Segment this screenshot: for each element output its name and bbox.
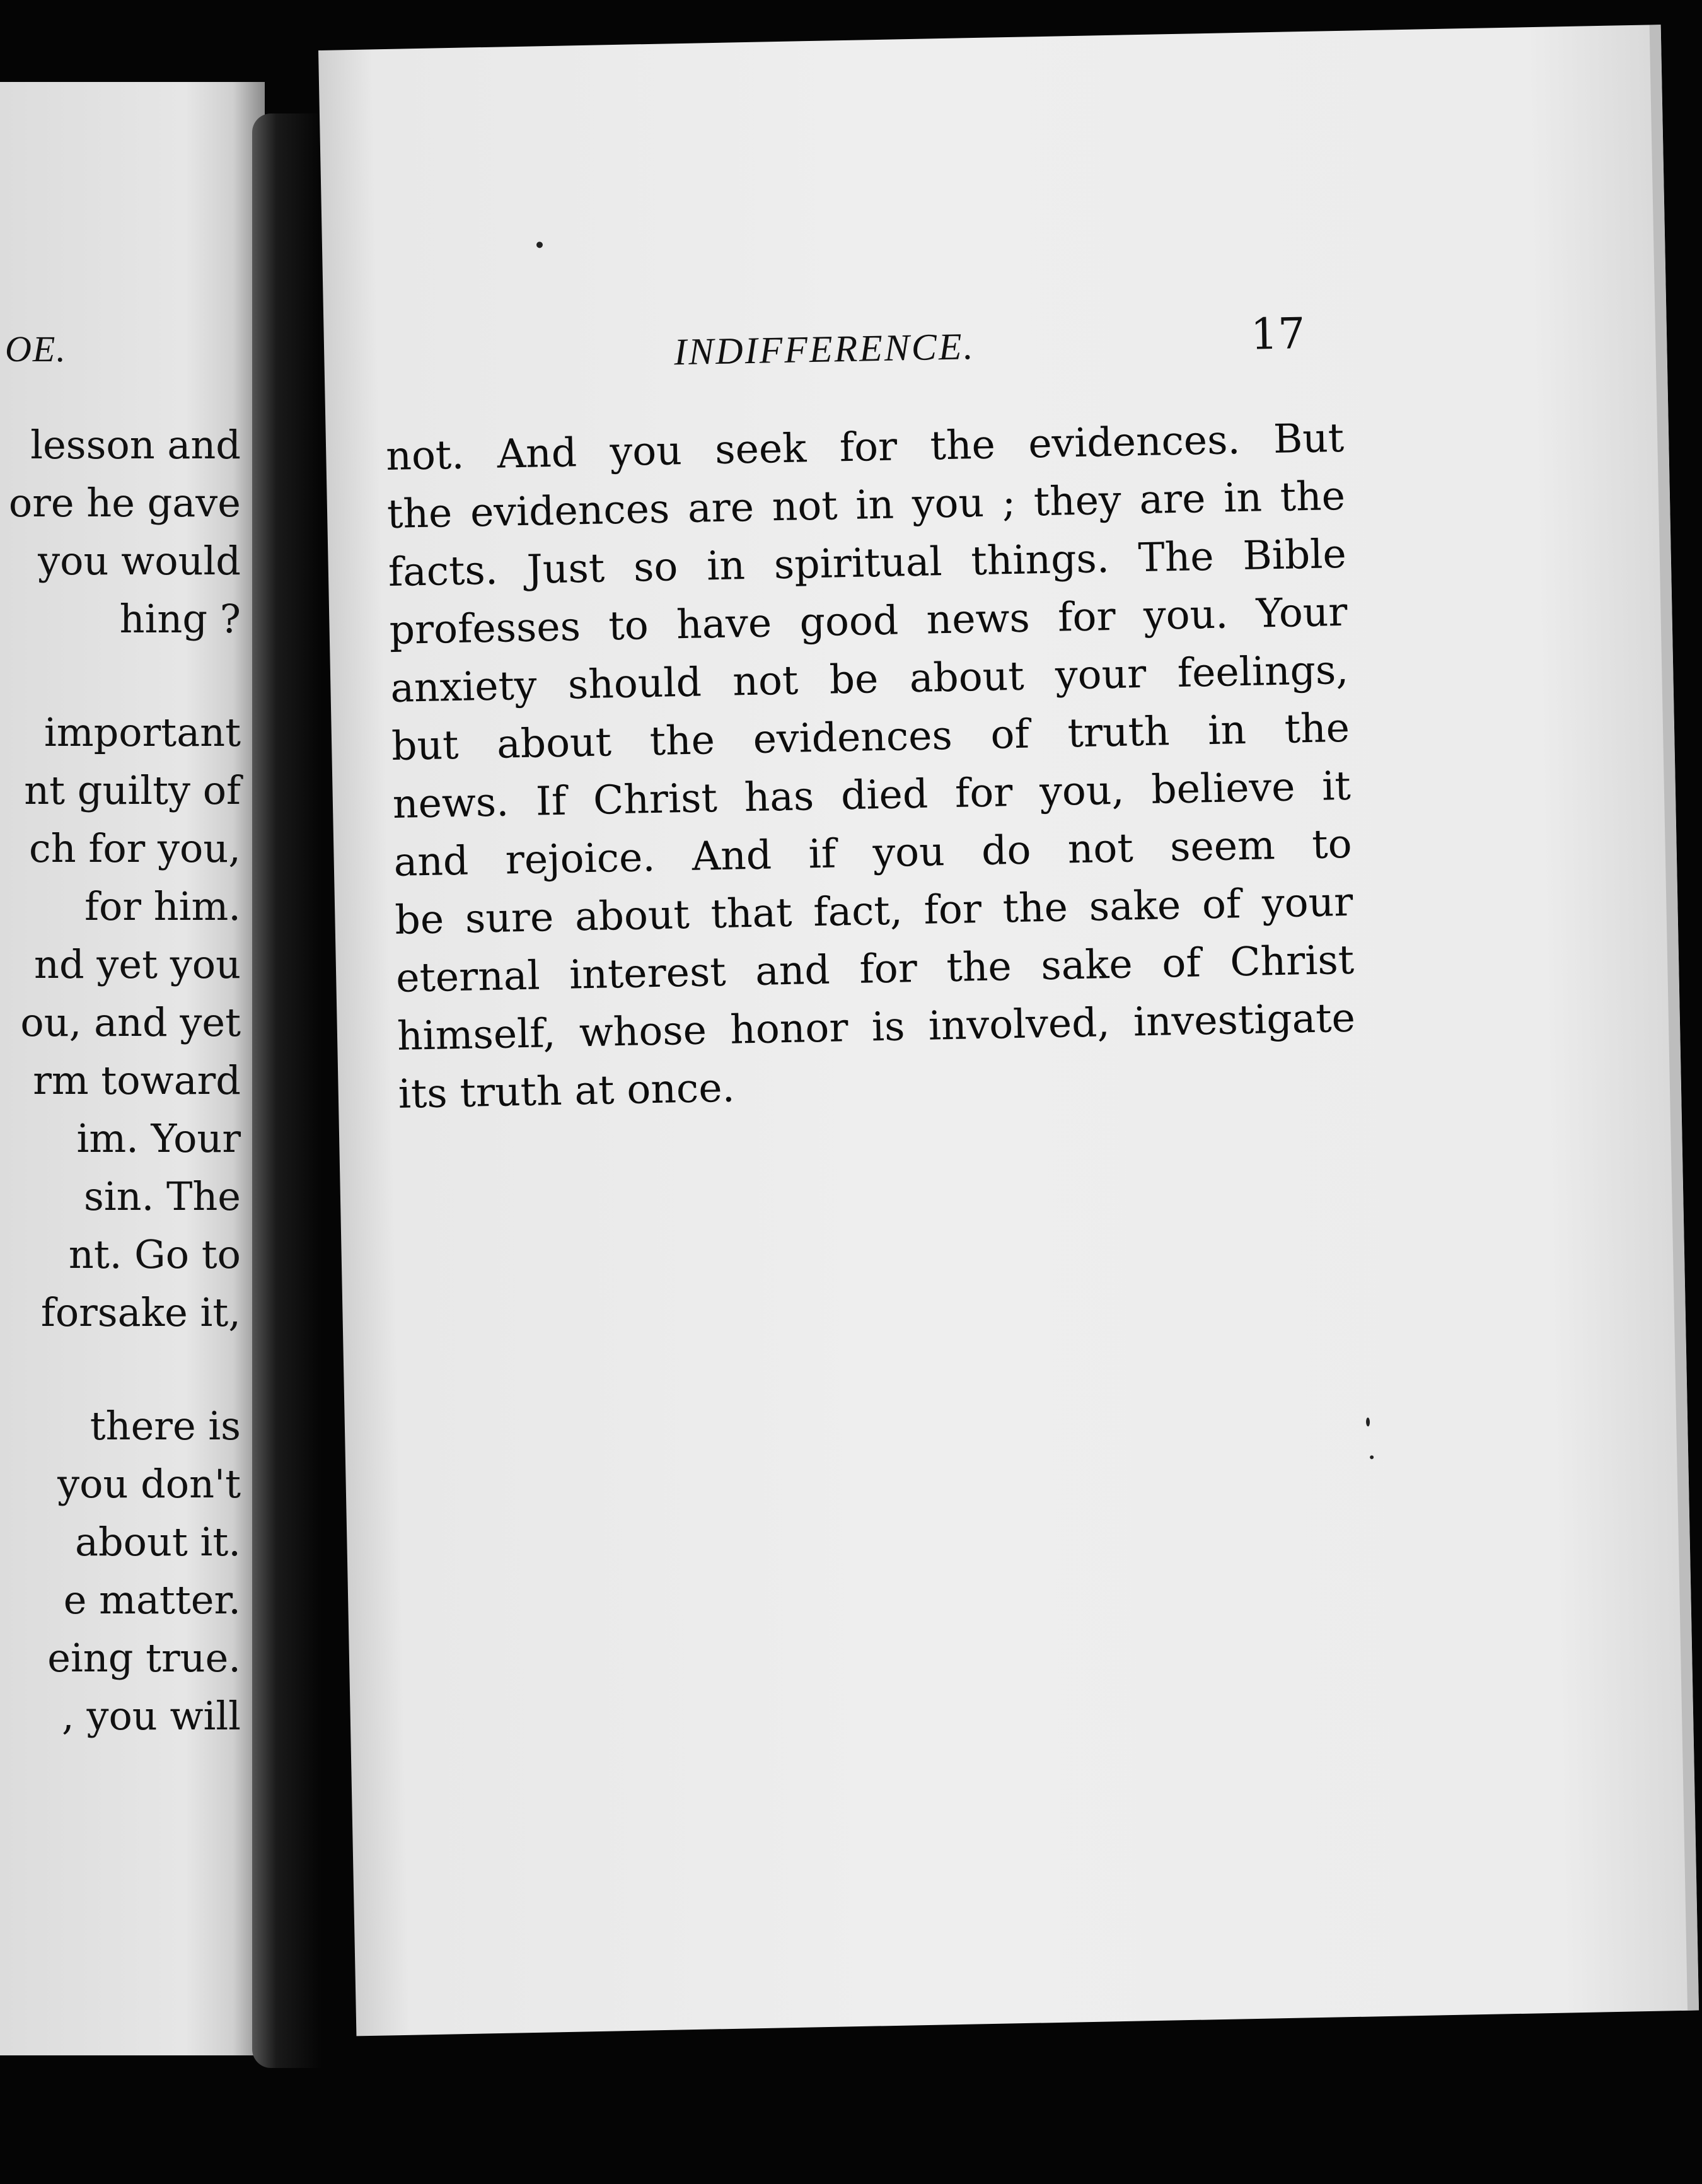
text-line: nt guilty of bbox=[24, 767, 241, 813]
text-line: , you will bbox=[62, 1693, 241, 1739]
text-line: forsake it, bbox=[40, 1289, 241, 1335]
text-line: there is bbox=[90, 1403, 241, 1449]
text-line: you would bbox=[38, 538, 241, 584]
text-line: e matter. bbox=[63, 1577, 241, 1623]
text-line: anxiety should not be about your feelings, bbox=[390, 646, 1349, 711]
text-line: for him. bbox=[84, 883, 241, 929]
text-line: ch for you, bbox=[29, 825, 241, 871]
book-gutter bbox=[252, 113, 321, 2068]
text-line: facts. Just so in spiritual things. The Bible bbox=[388, 530, 1347, 596]
text-line: sin. The bbox=[84, 1173, 241, 1219]
text-line: ore he gave bbox=[8, 480, 241, 526]
text-line: its truth at once. bbox=[398, 1064, 736, 1117]
text-line: nd yet you bbox=[34, 941, 241, 987]
text-line: and rejoice. And if you do not seem to bbox=[393, 820, 1353, 885]
text-line: eing true. bbox=[47, 1635, 241, 1681]
text-line: ou, and yet bbox=[20, 999, 241, 1045]
left-page bbox=[0, 82, 265, 2055]
text-line: nt. Go to bbox=[68, 1231, 241, 1277]
text-line: im. Your bbox=[76, 1115, 241, 1161]
body-text bbox=[386, 409, 1357, 1124]
page-number: 17 bbox=[1250, 309, 1306, 360]
text-line: hing ? bbox=[119, 596, 241, 642]
left-page-text bbox=[0, 416, 241, 1745]
left-running-head: OE. bbox=[5, 328, 67, 369]
right-page bbox=[318, 25, 1699, 2036]
text-line: about it. bbox=[75, 1519, 241, 1565]
text-line: you don't bbox=[57, 1461, 241, 1507]
ink-speck bbox=[1370, 1455, 1374, 1459]
running-head: INDIFFERENCE. bbox=[673, 325, 976, 373]
text-line: news. If Christ has died for you, believe it bbox=[392, 762, 1352, 827]
text-line: eternal interest and for the sake of Christ bbox=[395, 936, 1355, 1001]
text-line: professes to have good news for you. Your bbox=[388, 588, 1348, 653]
text-line: himself, whose honor is involved, investigate bbox=[397, 994, 1356, 1059]
page-edge bbox=[1650, 25, 1699, 2011]
text-line: not. And you seek for the evidences. But bbox=[385, 414, 1345, 480]
text-line: but about the evidences of truth in the bbox=[391, 704, 1350, 769]
text-line: rm toward bbox=[33, 1057, 241, 1103]
text-line: lesson and bbox=[30, 422, 241, 468]
text-line: the evidences are not in you ; they are in the bbox=[386, 472, 1346, 538]
ink-speck bbox=[1366, 1417, 1370, 1426]
ink-speck bbox=[536, 241, 543, 248]
text-line: be sure about that fact, for the sake of your bbox=[394, 878, 1353, 943]
text-line: important bbox=[44, 709, 241, 755]
